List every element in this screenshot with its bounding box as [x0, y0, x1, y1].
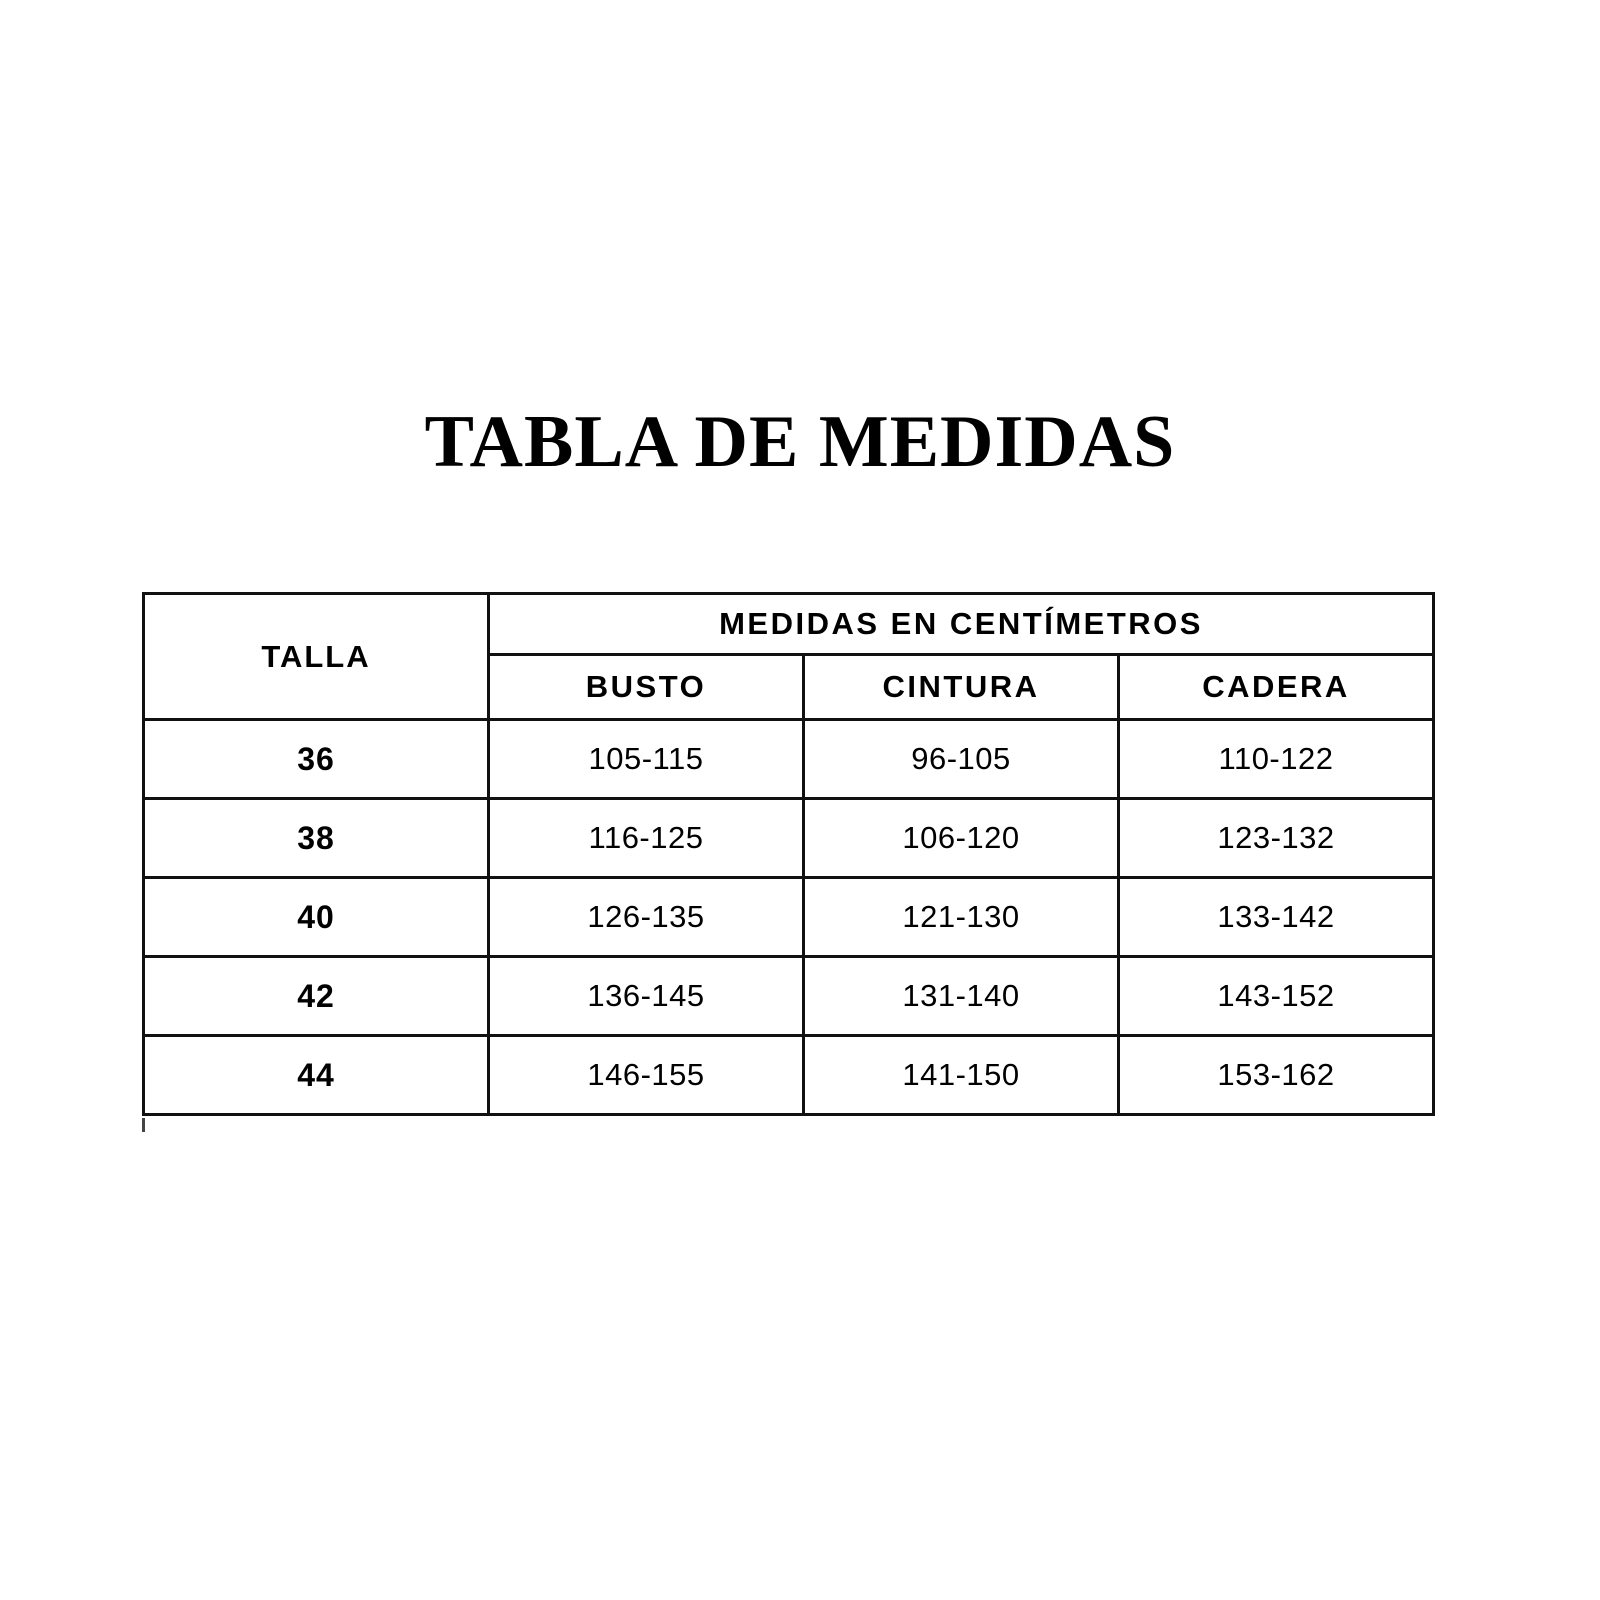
cell-size: 36 — [144, 720, 489, 799]
cell-cintura: 106-120 — [804, 799, 1119, 878]
column-header-busto: BUSTO — [489, 655, 804, 720]
cell-cadera: 110-122 — [1119, 720, 1434, 799]
table-header-row-group — [144, 594, 1434, 655]
cell-busto: 105-115 — [489, 720, 804, 799]
cell-cintura: 96-105 — [804, 720, 1119, 799]
cell-busto: 146-155 — [489, 1036, 804, 1115]
cell-busto: 116-125 — [489, 799, 804, 878]
table-body — [144, 720, 1434, 1115]
cell-size: 38 — [144, 799, 489, 878]
cell-busto: 126-135 — [489, 878, 804, 957]
cell-cadera: 123-132 — [1119, 799, 1434, 878]
table-row — [144, 878, 1434, 957]
cell-cadera: 133-142 — [1119, 878, 1434, 957]
column-header-cintura: CINTURA — [804, 655, 1119, 720]
cell-cintura: 121-130 — [804, 878, 1119, 957]
cell-size: 44 — [144, 1036, 489, 1115]
measurements-table — [142, 592, 1435, 1116]
table-row — [144, 1036, 1434, 1115]
table-row — [144, 720, 1434, 799]
cell-size: 40 — [144, 878, 489, 957]
cell-cintura: 141-150 — [804, 1036, 1119, 1115]
cell-cadera: 143-152 — [1119, 957, 1434, 1036]
column-header-group-centimeters: MEDIDAS EN CENTÍMETROS — [489, 594, 1434, 655]
measurements-table-container — [142, 592, 1434, 1116]
table-header — [144, 594, 1434, 720]
cell-cadera: 153-162 — [1119, 1036, 1434, 1115]
column-header-cadera: CADERA — [1119, 655, 1434, 720]
column-header-talla: TALLA — [144, 594, 489, 720]
cell-busto: 136-145 — [489, 957, 804, 1036]
table-row — [144, 799, 1434, 878]
cell-cintura: 131-140 — [804, 957, 1119, 1036]
cell-size: 42 — [144, 957, 489, 1036]
page-title: TABLA DE MEDIDAS — [424, 401, 1176, 483]
corner-tick-mark — [142, 1118, 145, 1132]
table-row — [144, 957, 1434, 1036]
